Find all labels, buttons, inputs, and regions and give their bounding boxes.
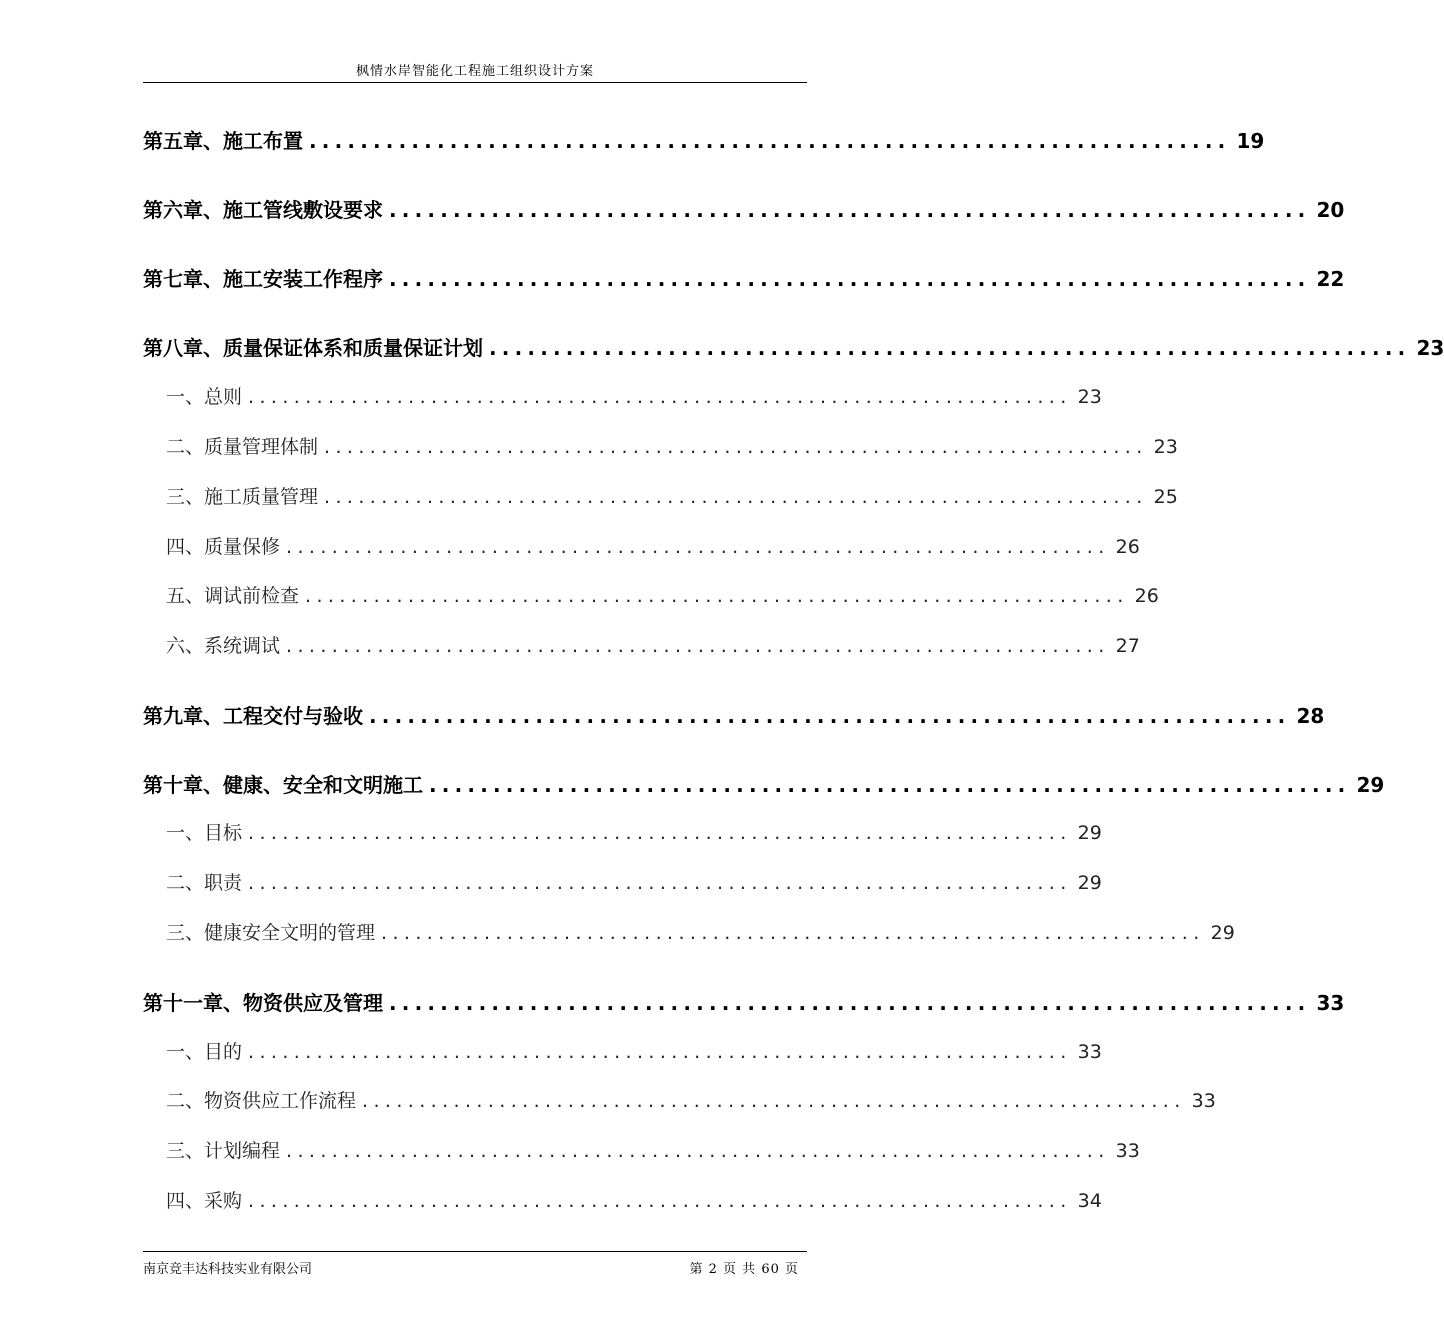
toc-leader-dots: ........................................................................ [286,635,1110,657]
toc-entry[interactable] [166,818,1102,848]
toc-entry[interactable] [166,868,1102,898]
toc-leader-dots: ........................................................................ [381,922,1205,944]
toc-entry-page: 23 [1153,436,1178,458]
toc-entry-page: 22 [1316,267,1345,291]
toc-entry[interactable] [166,631,1140,661]
toc-entry-label: 二、物资供应工作流程 [166,1090,357,1112]
toc-entry-label: 六、系统调试 [166,635,281,657]
company-name: 南京竞丰达科技实业有限公司 [143,1262,313,1277]
toc-entry[interactable] [166,532,1140,562]
toc-leader-dots: ........................................................................ [248,1041,1072,1063]
page-number: 第 2 页 共 60 页 [689,1262,799,1277]
toc-entry-label: 一、目的 [166,1041,243,1063]
toc-leader-dots: ........................................................................ [286,536,1110,558]
toc-entry-page: 27 [1115,635,1140,657]
toc-entry-label: 第七章、施工安装工作程序 [143,267,383,291]
toc-entry-page: 34 [1077,1190,1102,1212]
toc-entry-page: 29 [1210,922,1235,944]
toc-entry-page: 29 [1356,773,1385,797]
toc-leader-dots: ........................................................................ [324,486,1148,508]
toc-entry-page: 33 [1191,1090,1216,1112]
toc-entry[interactable] [143,332,1444,362]
toc-entry-page: 19 [1236,129,1265,153]
toc-entry-page: 33 [1316,991,1345,1015]
toc-entry-label: 一、总则 [166,386,243,408]
toc-entry[interactable] [166,1037,1102,1067]
toc-entry[interactable] [166,382,1102,412]
toc-entry-page: 29 [1077,872,1102,894]
toc-entry[interactable] [143,700,1325,730]
toc-entry-page: 33 [1115,1140,1140,1162]
toc-leader-dots: ........................................................................ [309,129,1231,153]
toc-entry-label: 第十章、健康、安全和文明施工 [143,773,423,797]
toc-entry-page: 23 [1416,336,1444,360]
toc-entry[interactable] [143,125,1265,155]
toc-entry-label: 二、职责 [166,872,243,894]
toc-entry-label: 一、目标 [166,822,243,844]
toc-entry-page: 23 [1077,386,1102,408]
toc-entry-label: 第五章、施工布置 [143,129,303,153]
toc-entry[interactable] [143,987,1345,1017]
toc-leader-dots: ........................................................................ [248,1190,1072,1212]
toc-leader-dots: ........................................................................ [248,822,1072,844]
toc-entry-label: 三、计划编程 [166,1140,281,1162]
toc-entry-page: 26 [1134,585,1159,607]
toc-leader-dots: ........................................................................ [389,991,1311,1015]
toc-entry-page: 29 [1077,822,1102,844]
toc-entry-label: 第十一章、物资供应及管理 [143,991,383,1015]
toc-entry-page: 20 [1316,198,1345,222]
toc-leader-dots: ........................................................................ [369,704,1291,728]
toc-leader-dots: ........................................................................ [248,386,1072,408]
toc-leader-dots: ........................................................................ [489,336,1411,360]
toc-entry-label: 三、施工质量管理 [166,486,319,508]
toc-leader-dots: ........................................................................ [389,267,1311,291]
toc-entry-label: 四、采购 [166,1190,243,1212]
toc-leader-dots: ........................................................................ [305,585,1129,607]
toc-entry[interactable] [143,263,1345,293]
toc-entry-page: 25 [1153,486,1178,508]
toc-entry[interactable] [166,1186,1102,1216]
toc-leader-dots: ........................................................................ [362,1090,1186,1112]
toc-entry[interactable] [166,1086,1216,1116]
toc-leader-dots: ........................................................................ [429,773,1351,797]
toc-entry-label: 第六章、施工管线敷设要求 [143,198,383,222]
toc-entry-label: 二、质量管理体制 [166,436,319,458]
toc-entry-label: 第八章、质量保证体系和质量保证计划 [143,336,483,360]
toc-entry[interactable] [166,1136,1140,1166]
toc-leader-dots: ........................................................................ [389,198,1311,222]
toc-entry-page: 26 [1115,536,1140,558]
toc-leader-dots: ........................................................................ [324,436,1148,458]
toc-entry[interactable] [166,482,1178,512]
toc-leader-dots: ........................................................................ [248,872,1072,894]
toc-entry-page: 28 [1296,704,1325,728]
toc-entry[interactable] [166,581,1159,611]
toc-leader-dots: ........................................................................ [286,1140,1110,1162]
document-title: 枫情水岸智能化工程施工组织设计方案 [355,64,594,79]
toc-entry[interactable] [166,432,1178,462]
toc-entry[interactable] [143,194,1345,224]
toc-entry[interactable] [166,918,1235,948]
toc-entry-page: 33 [1077,1041,1102,1063]
toc-entry-label: 第九章、工程交付与验收 [143,704,363,728]
toc-entry-label: 三、健康安全文明的管理 [166,922,376,944]
toc-entry-label: 五、调试前检查 [166,585,300,607]
toc-entry[interactable] [143,769,1385,799]
toc-entry-label: 四、质量保修 [166,536,281,558]
page-footer [143,1251,807,1282]
